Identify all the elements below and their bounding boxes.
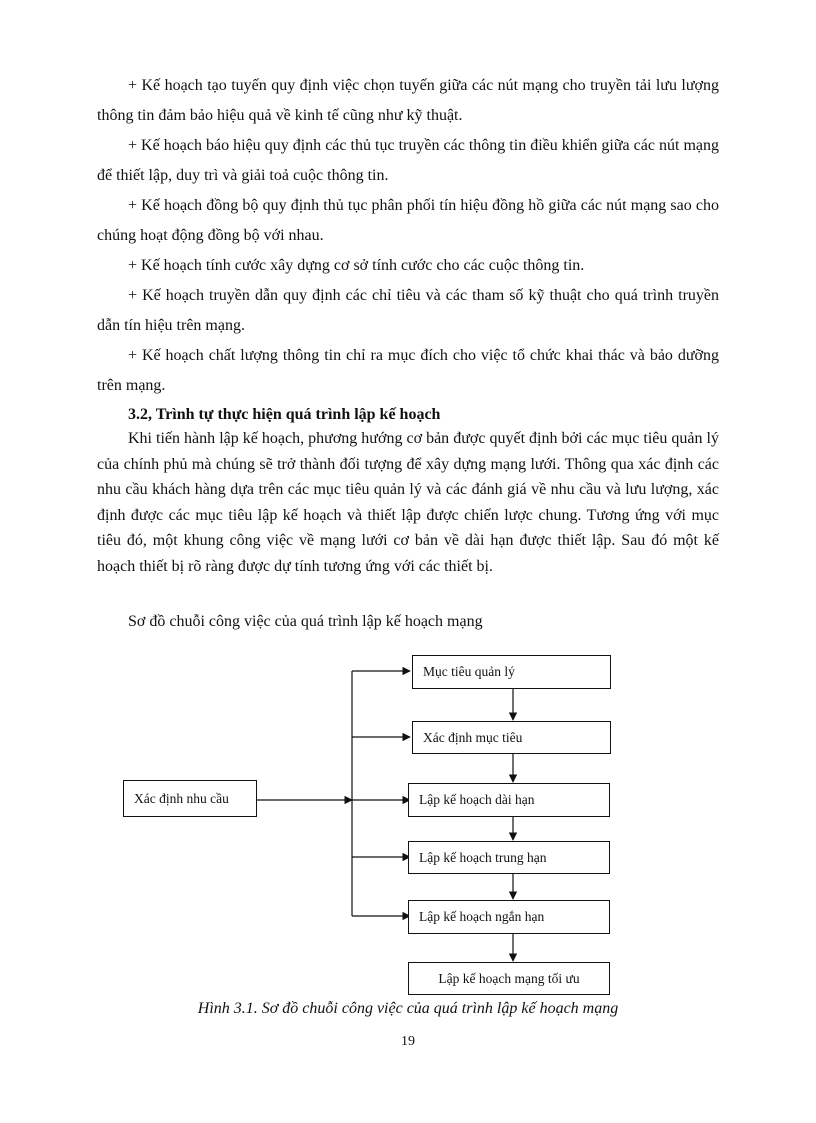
paragraph-charging-plan: + Kế hoạch tính cước xây dựng cơ sở tính cước cho các cuộc thông tin. (128, 257, 585, 274)
step-label: Mục tiêu quản lý (423, 664, 515, 680)
step-box-short-term (408, 900, 610, 934)
step-label: Lập kế hoạch ngắn hạn (419, 909, 545, 925)
page-number: 19 (401, 1034, 415, 1049)
step-label: Lập kế hoạch mạng tối ưu (438, 970, 580, 986)
input-box-demand (123, 780, 257, 817)
input-box-label: Xác định nhu cầu (134, 790, 229, 806)
paragraph-transmission-plan: + Kế hoạch truyền dẫn quy định các chỉ tiêu và các tham số kỹ thuật cho quá trình truyền dẫn tín hiệu trên mạng. (97, 287, 719, 334)
section-heading: 3.2, Trình tự thực hiện quá trình lập kế hoạch (128, 406, 441, 423)
paragraph-quality-plan: + Kế hoạch chất lượng thông tin chỉ ra mục đích cho việc tổ chức khai thác và bảo dưỡng trên mạng. (97, 347, 719, 394)
step-box-mid-term (408, 841, 610, 874)
step-label: Xác định mục tiêu (423, 729, 523, 745)
step-box-long-term (408, 783, 610, 817)
figure-caption: Hình 3.1. Sơ đồ chuỗi công việc của quá trình lập kế hoạch mạng (197, 1000, 619, 1017)
step-box-management-goal (412, 655, 611, 689)
diagram-intro: Sơ đồ chuỗi công việc của quá trình lập kế hoạch mạng (128, 613, 483, 630)
paragraph-signaling-plan: + Kế hoạch báo hiệu quy định các thủ tục truyền các thông tin điều khiển giữa các nút mạng để thiết lập, duy trì và giải toả cuộc thông tin. (97, 137, 719, 184)
step-box-define-goal (412, 721, 611, 754)
step-label: Lập kế hoạch dài hạn (419, 792, 535, 808)
body-paragraph: Khi tiến hành lập kế hoạch, phương hướng cơ bản được quyết định bởi các mục tiêu quản lý của chính phủ mà chúng sẽ trở thành đối tượng để xây dựng mạng lưới. Thông qua xác định các nhu cầu khách hàng dựa trên các mục tiêu quản lý và các đánh giá về nhu cầu và lưu lượng, xác định được các mục tiêu lập kế hoạch và thiết lập được chiến lược chung. Tương ứng với mục tiêu đó, một khung công việc về mạng lưới cơ bản về dài hạn được thiết lập. Sau đó một kế hoạch thiết bị rõ ràng được dự tính tương ứng với các thiết bị. (97, 430, 719, 575)
paragraph-sync-plan: + Kế hoạch đồng bộ quy định thủ tục phân phối tín hiệu đồng hồ giữa các nút mạng sao cho chúng hoạt động đồng bộ với nhau. (97, 197, 719, 244)
step-label: Lập kế hoạch trung hạn (419, 849, 547, 865)
step-box-optimal-network (408, 962, 610, 995)
paragraph-routing-plan: + Kế hoạch tạo tuyến quy định việc chọn tuyến giữa các nút mạng cho truyền tải lưu lượng thông tin đảm bảo hiệu quả về kinh tế cũng như kỹ thuật. (97, 77, 719, 124)
